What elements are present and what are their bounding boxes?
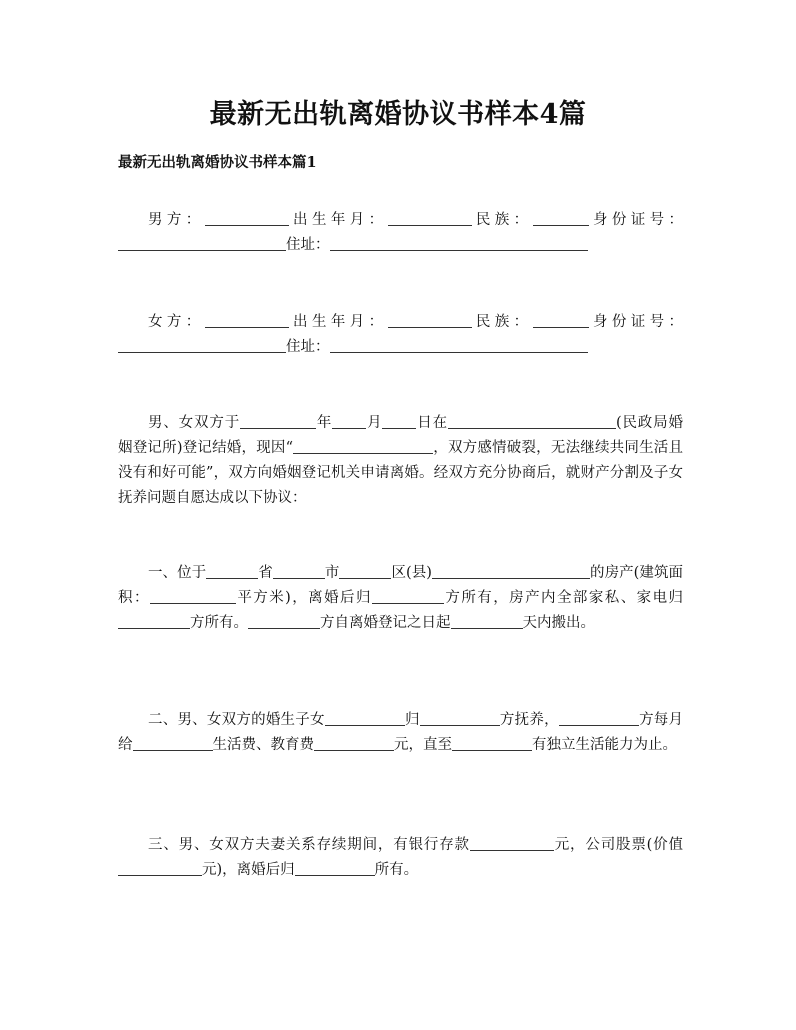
blank-wife-id[interactable] bbox=[118, 337, 286, 353]
blank-property-address[interactable] bbox=[432, 563, 590, 579]
clause-2-text-3: 方抚养， bbox=[499, 712, 559, 728]
blank-child-name[interactable] bbox=[325, 710, 405, 726]
blank-child-name-2[interactable] bbox=[133, 735, 213, 751]
blank-wife-address[interactable] bbox=[330, 337, 588, 353]
clause-1-text-2: 省 bbox=[258, 565, 273, 581]
intro-paragraph bbox=[118, 411, 683, 511]
husband-label: 男方： bbox=[148, 212, 205, 228]
blank-divorce-reason[interactable] bbox=[293, 438, 433, 454]
clause-2-text-5: 生活费、教育费 bbox=[212, 737, 314, 753]
husband-address-label: 住址： bbox=[286, 237, 330, 253]
clause-1-text-9: 方自离婚登记之日起 bbox=[320, 615, 451, 631]
husband-ethnic-label: 民族： bbox=[471, 212, 533, 228]
blank-wife-name[interactable] bbox=[205, 312, 289, 328]
intro-text-3: 月 bbox=[366, 415, 383, 431]
clause-2-text-2: 归 bbox=[404, 712, 420, 728]
clause-2-paragraph bbox=[118, 708, 683, 758]
wife-info bbox=[118, 310, 683, 360]
blank-furniture-owner[interactable] bbox=[118, 613, 190, 629]
husband-id-label: 身份证号： bbox=[588, 212, 684, 228]
clause-1-text-8: 方所有。 bbox=[190, 615, 248, 631]
wife-label: 女方： bbox=[148, 314, 205, 330]
clause-2-text-7: 有独立生活能力为止。 bbox=[532, 737, 677, 753]
blank-province[interactable] bbox=[206, 563, 258, 579]
blank-floor-area[interactable] bbox=[150, 588, 236, 604]
intro-text-2: 年 bbox=[316, 415, 333, 431]
husband-info bbox=[118, 208, 683, 258]
clause-1-paragraph bbox=[118, 561, 683, 636]
blank-support-amount[interactable] bbox=[314, 735, 394, 751]
clause-3-text-1: 三、男、女双方夫妻关系存续期间，有银行存款 bbox=[148, 837, 470, 853]
blank-wife-birth[interactable] bbox=[388, 312, 472, 328]
section-heading: 最新无出轨离婚协议书样本篇1 bbox=[118, 154, 317, 171]
blank-city[interactable] bbox=[273, 563, 325, 579]
blank-husband-address[interactable] bbox=[330, 235, 588, 251]
blank-marriage-day[interactable] bbox=[382, 413, 416, 429]
intro-text-6: ，双方感情破裂，无法继续共同生活且没有和好可能”，双方向婚姻登记机关申请离婚。经双方充分协商后，就财产分割及子女抚养问题自愿达成以下协议： bbox=[118, 440, 684, 506]
blank-paying-party[interactable] bbox=[559, 710, 639, 726]
clause-3-paragraph bbox=[118, 833, 683, 883]
blank-asset-owner[interactable] bbox=[295, 860, 375, 876]
clause-3-text-3: 元)，离婚后归 bbox=[202, 862, 295, 878]
blank-property-owner[interactable] bbox=[372, 588, 444, 604]
clause-1-text-3: 市 bbox=[324, 565, 340, 581]
document-title: 最新无出轨离婚协议书样本4篇 bbox=[209, 99, 587, 130]
clause-1-text-10: 天内搬出。 bbox=[522, 615, 595, 631]
clause-1-text-1: 一、位于 bbox=[148, 565, 207, 581]
blank-district[interactable] bbox=[339, 563, 391, 579]
blank-moving-days[interactable] bbox=[451, 613, 523, 629]
blank-bank-deposit[interactable] bbox=[470, 835, 554, 851]
clause-2-text-1: 二、男、女双方的婚生子女 bbox=[148, 712, 325, 728]
blank-husband-ethnic[interactable] bbox=[533, 210, 589, 226]
clause-1-text-7: 方所有，房产内全部家私、家电归 bbox=[443, 590, 684, 606]
blank-child-name-3[interactable] bbox=[452, 735, 532, 751]
clause-3-text-4: 所有。 bbox=[374, 862, 419, 878]
blank-custody-party[interactable] bbox=[420, 710, 500, 726]
blank-stock-value[interactable] bbox=[118, 860, 202, 876]
wife-address-label: 住址： bbox=[286, 339, 330, 355]
wife-birth-label: 出生年月： bbox=[288, 314, 388, 330]
clause-2-text-4: 方每月给 bbox=[118, 712, 684, 753]
blank-marriage-year[interactable] bbox=[240, 413, 316, 429]
husband-birth-label: 出生年月： bbox=[288, 212, 388, 228]
clause-1-text-5: 的房产(建筑面积： bbox=[118, 565, 683, 606]
blank-moving-party[interactable] bbox=[248, 613, 320, 629]
clause-1-text-4: 区(县) bbox=[391, 565, 432, 581]
blank-husband-id[interactable] bbox=[118, 235, 286, 251]
blank-husband-name[interactable] bbox=[205, 210, 289, 226]
wife-id-label: 身份证号： bbox=[588, 314, 684, 330]
blank-husband-birth[interactable] bbox=[388, 210, 472, 226]
clause-2-text-6: 元，直至 bbox=[394, 737, 452, 753]
clause-3-text-2: 元，公司股票(价值 bbox=[553, 837, 683, 853]
blank-marriage-month[interactable] bbox=[332, 413, 366, 429]
intro-text-1: 男、女双方于 bbox=[148, 415, 241, 431]
wife-ethnic-label: 民族： bbox=[471, 314, 533, 330]
clause-1-text-6: 平方米)，离婚后归 bbox=[235, 590, 372, 606]
blank-registry-office[interactable] bbox=[448, 413, 616, 429]
blank-wife-ethnic[interactable] bbox=[533, 312, 589, 328]
intro-text-4: 日在 bbox=[416, 415, 448, 431]
intro-text-5: (民政局婚姻登记所)登记结婚，现因“ bbox=[118, 415, 683, 456]
